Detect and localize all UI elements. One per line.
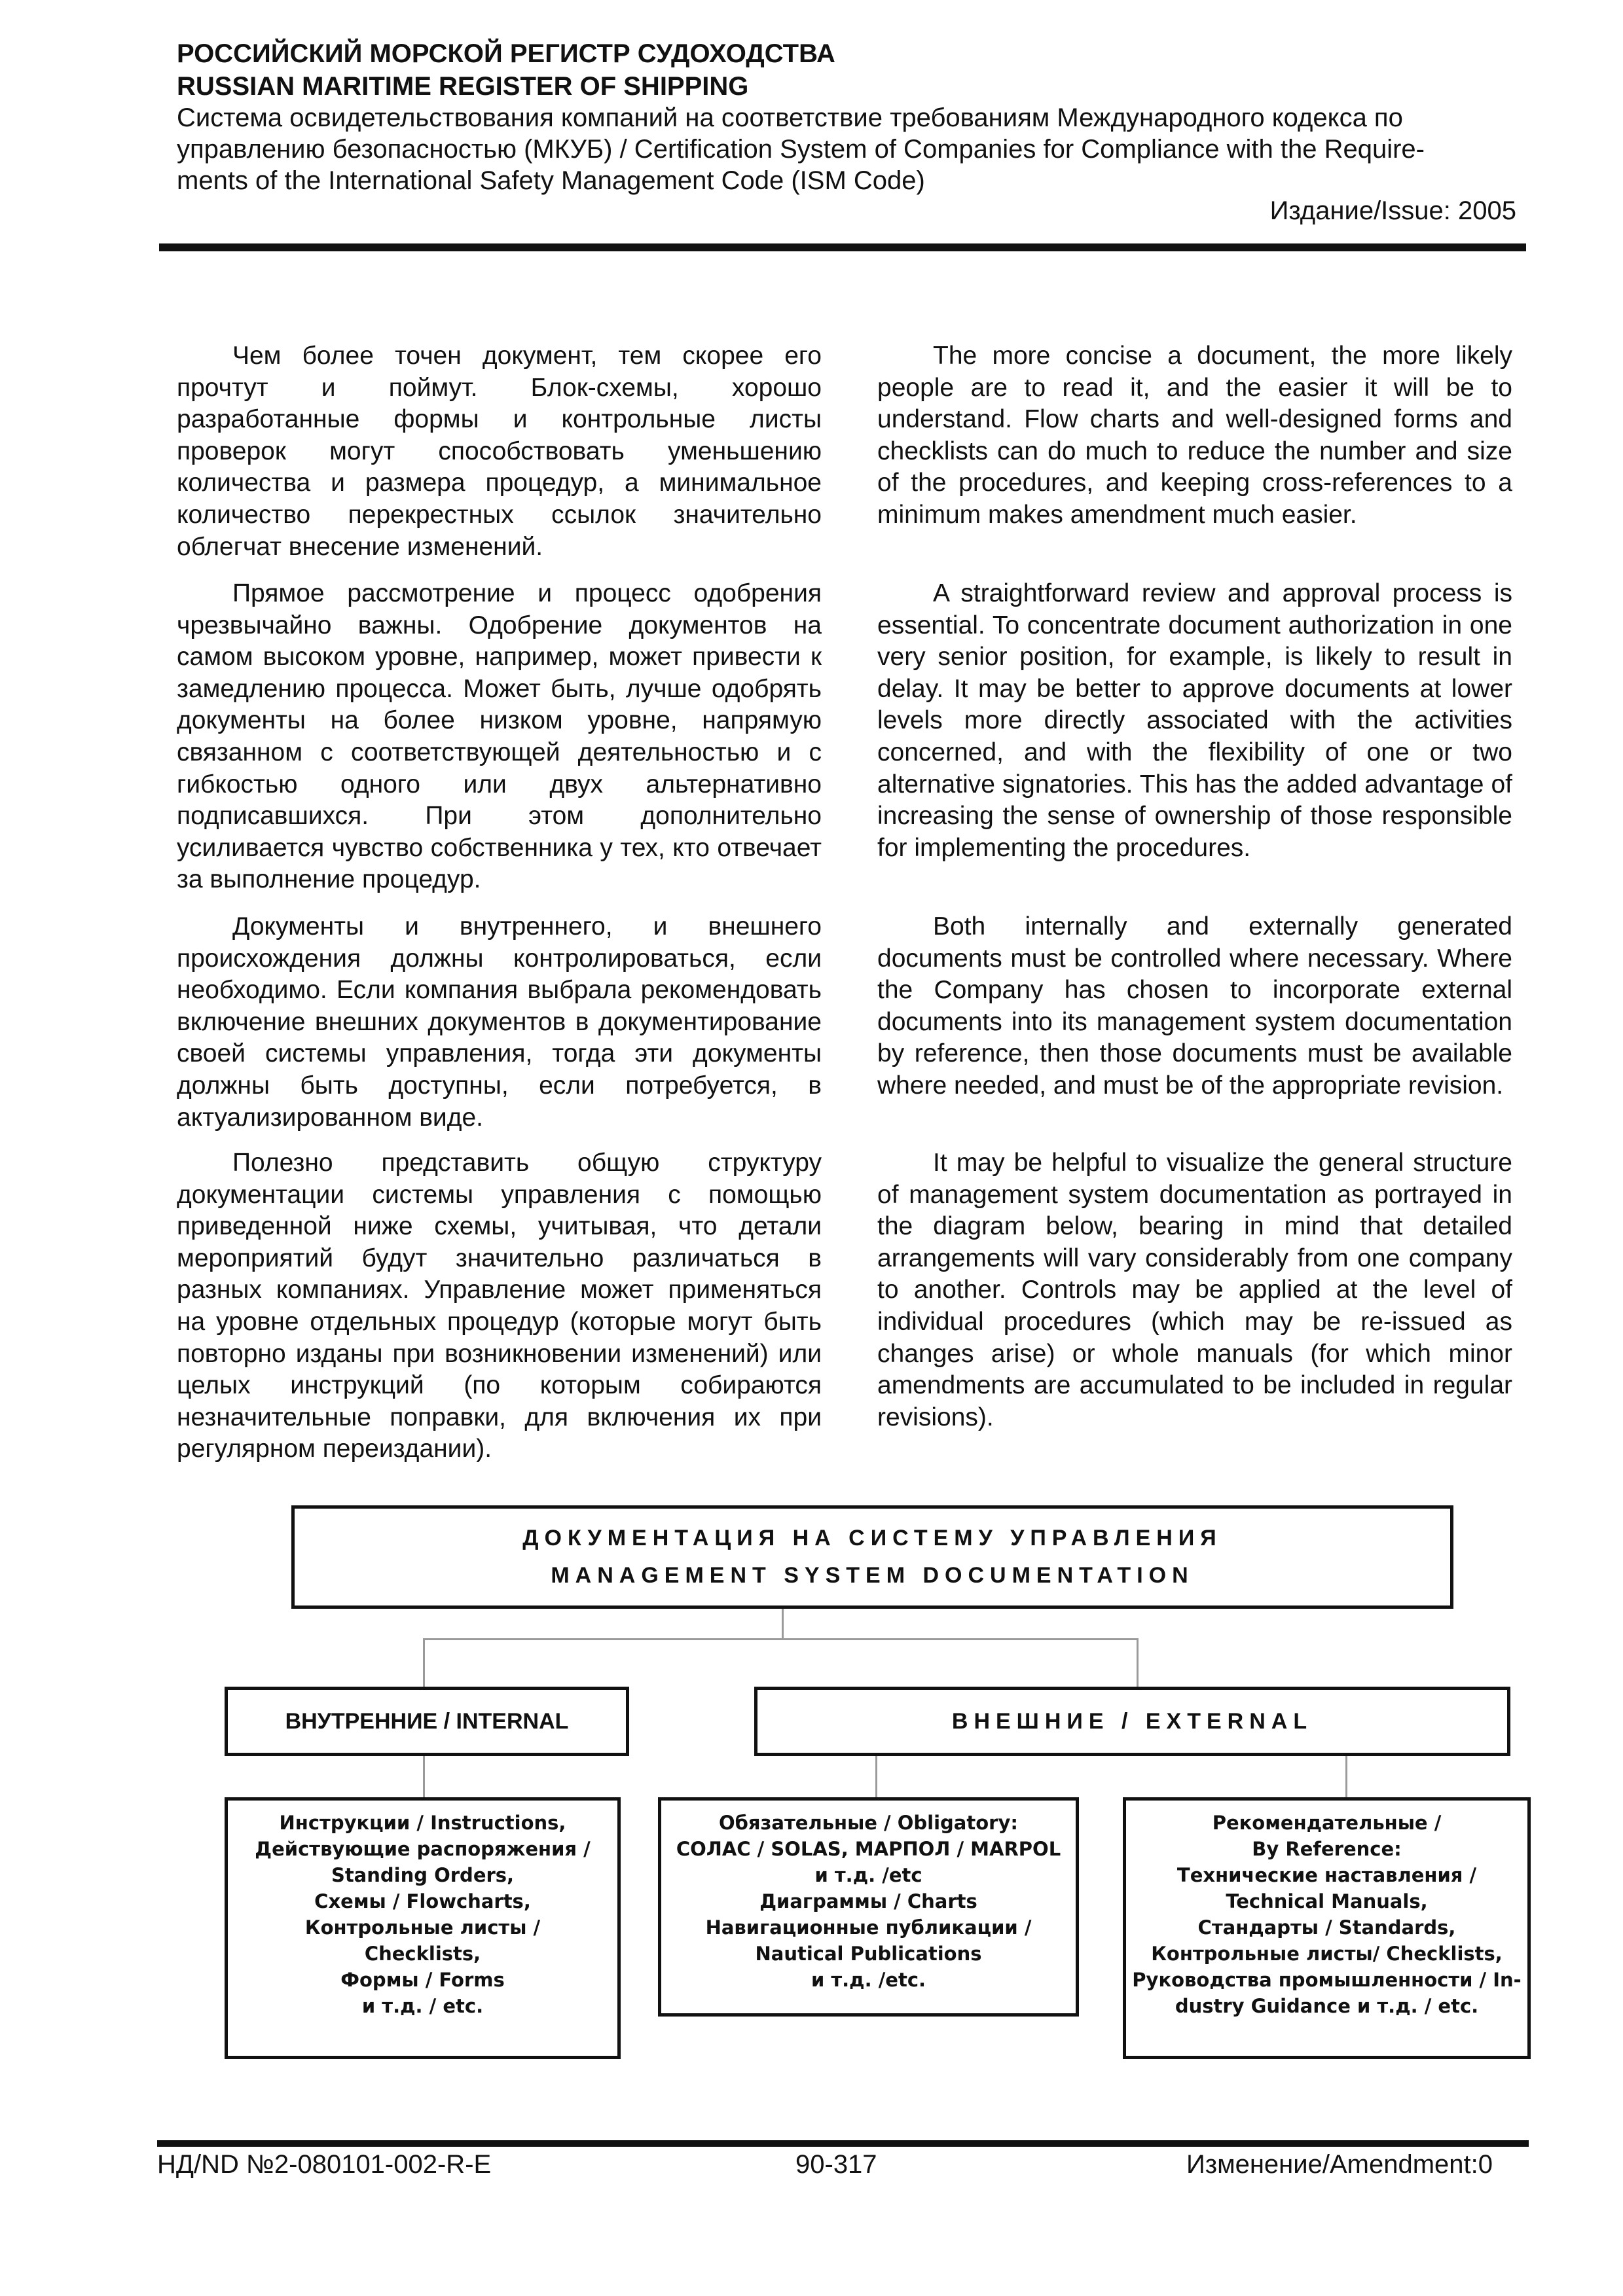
reference-item: dustry Guidance и т.д. / etc. [1175,1995,1479,2017]
header-org-ru: РОССИЙСКИЙ МОРСКОЙ РЕГИСТР СУДОХОДСТВА [177,39,835,68]
paragraph-ru-3: Документы и внутреннего, и внешнего происхождения должны контролироваться, если необходимо. Если компания выбрала рекомендовать включение внешних документов в документирование своей системы управления, тогда эти документы должны быть доступны, если потребуется, в актуализированном виде. [177,912,822,1132]
reference-item: By Reference: [1252,1838,1402,1860]
header-system-line: ments of the International Safety Management Code (ISM Code) [177,166,925,195]
reference-documents-box [1123,1797,1531,2059]
obligatory-item: Nautical Publications [755,1943,982,1965]
internal-item: Контрольные листы / [304,1916,541,1939]
page-number: 90-317 [795,2150,877,2179]
footer-rule [157,2140,1529,2147]
internal-box [225,1687,629,1756]
internal-label: ВНУТРЕННИЕ / INTERNAL [285,1708,569,1734]
obligatory-item: Навигационные публикации / [705,1916,1032,1939]
diagram-root-box [291,1505,1453,1609]
internal-item: и т.д. / etc. [361,1995,484,2017]
connector-line [423,1638,1139,1640]
internal-item: Standing Orders, [331,1864,515,1886]
obligatory-item: Обязательные / Obligatory: [719,1812,1018,1834]
internal-item: Формы / Forms [340,1969,505,1991]
paragraph-en-3: Both internally and externally generated documents must be controlled where necessary. Where the Company has chosen to incorporate external documents into its management system documentation by reference, then those documents must be available where needed, and must be of the appropriate revision. [877,912,1512,1100]
internal-documents-box [225,1797,621,2059]
document-number: НД/ND №2-080101-002-R-E [157,2150,492,2179]
connector-line [875,1756,877,1797]
obligatory-item: СОЛАС / SOLAS, МАРПОЛ / MARPOL [676,1838,1061,1860]
header-system-line: управлению безопасностью (МКУБ) / Certification System of Companies for Compliance with the Require- [177,135,1425,164]
paragraph-ru-4: Полезно представить общую структуру документации системы управления с помощью приведенной ниже схемы, учитывая, что детали мероприятий будут значительно различаться в разных компаниях. Управление может применяться на уровне отдельных процедур (которые могут быть повторно изданы при возникновении изменений) или целых инструкций (по которым собираются незначительные поправки, для включения их при регулярном переиздании). [177,1149,822,1463]
connector-line [1345,1756,1347,1797]
paragraph-ru-1: Чем более точен документ, тем скорее его прочтут и поймут. Блок-схемы, хорошо разработанные формы и контрольные листы проверок могут способствовать уменьшению количества и размера процедур, а минимальное количество перекрестных ссылок значительно облегчат внесение изменений. [177,342,822,561]
reference-item: Контрольные листы/ Checklists, [1151,1943,1503,1965]
paragraph-en-1: The more concise a document, the more likely people are to read it, and the easier it will be to understand. Flow charts and well-designed forms and checklists can do much to reduce the number and size of the procedures, and keeping cross-references to a minimum makes amendment much easier. [877,342,1512,529]
connector-line [782,1609,784,1640]
paragraph-en-2: A straightforward review and approval process is essential. To concentrate document authorization in one very senior position, for example, is likely to result in delay. It may be better to approve documents at lower levels more directly associated with the activities concerned, and with the flexibility of one or two alternative signatories. This has the added advantage of increasing the sense of ownership of those responsible for implementing the procedures. [877,579,1512,862]
internal-item: Инструкции / Instructions, [279,1812,566,1834]
reference-item: Рекомендательные / [1212,1812,1442,1834]
connector-line [1137,1638,1139,1687]
connector-line [423,1638,425,1687]
internal-item: Checklists, [364,1943,481,1965]
reference-item: Technical Manuals, [1226,1890,1428,1912]
internal-item: Схемы / Flowcharts, [314,1890,531,1912]
amendment-label: Изменение/Amendment:0 [1186,2150,1493,2179]
header-rule [159,243,1526,251]
reference-item: Технические наставления / [1176,1864,1477,1886]
external-box [754,1687,1510,1756]
obligatory-item: и т.д. /etc [814,1864,922,1886]
internal-item: Действующие распоряжения / [255,1838,591,1860]
obligatory-item: Диаграммы / Charts [759,1890,977,1912]
paragraph-en-4: It may be helpful to visualize the general structure of management system documentation as portrayed in the diagram below, bearing in mind that detailed arrangements will vary considerably from one company to another. Controls may be applied at the level of individual procedures (which may be re-issued as changes arise) or whole manuals (for which minor amendments are accumulated to be included in regular revisions). [877,1149,1512,1431]
diagram-root-ru: ДОКУМЕНТАЦИЯ НА СИСТЕМУ УПРАВЛЕНИЯ [522,1526,1222,1551]
header-system-title [177,102,1506,196]
connector-line [423,1756,425,1797]
obligatory-item: и т.д. /etc. [811,1969,926,1991]
header-system-line: Система освидетельствования компаний на соответствие требованиям Международного кодекса по [177,103,1403,132]
diagram-root-en: MANAGEMENT SYSTEM DOCUMENTATION [551,1563,1194,1588]
reference-item: Стандарты / Standards, [1197,1916,1456,1939]
obligatory-documents-box [658,1797,1079,2017]
header-org-en: RUSSIAN MARITIME REGISTER OF SHIPPING [177,72,749,101]
external-label: ВНЕШНИЕ / EXTERNAL [951,1708,1313,1734]
paragraph-ru-2: Прямое рассмотрение и процесс одобрения чрезвычайно важны. Одобрение документов на самом высоком уровне, например, может привести к замедлению процесса. Может быть, лучше одобрять документы на более низком уровне, напрямую связанном с соответствующей деятельностью и с гибкостью одного или двух альтернативно подписавшихся. При этом дополнительно усиливается чувство собственника у тех, кто отвечает за выполнение процедур. [177,579,822,894]
issue-label: Издание/Issue: 2005 [1269,196,1516,225]
reference-item: Руководства промышленности / In- [1132,1969,1522,1991]
